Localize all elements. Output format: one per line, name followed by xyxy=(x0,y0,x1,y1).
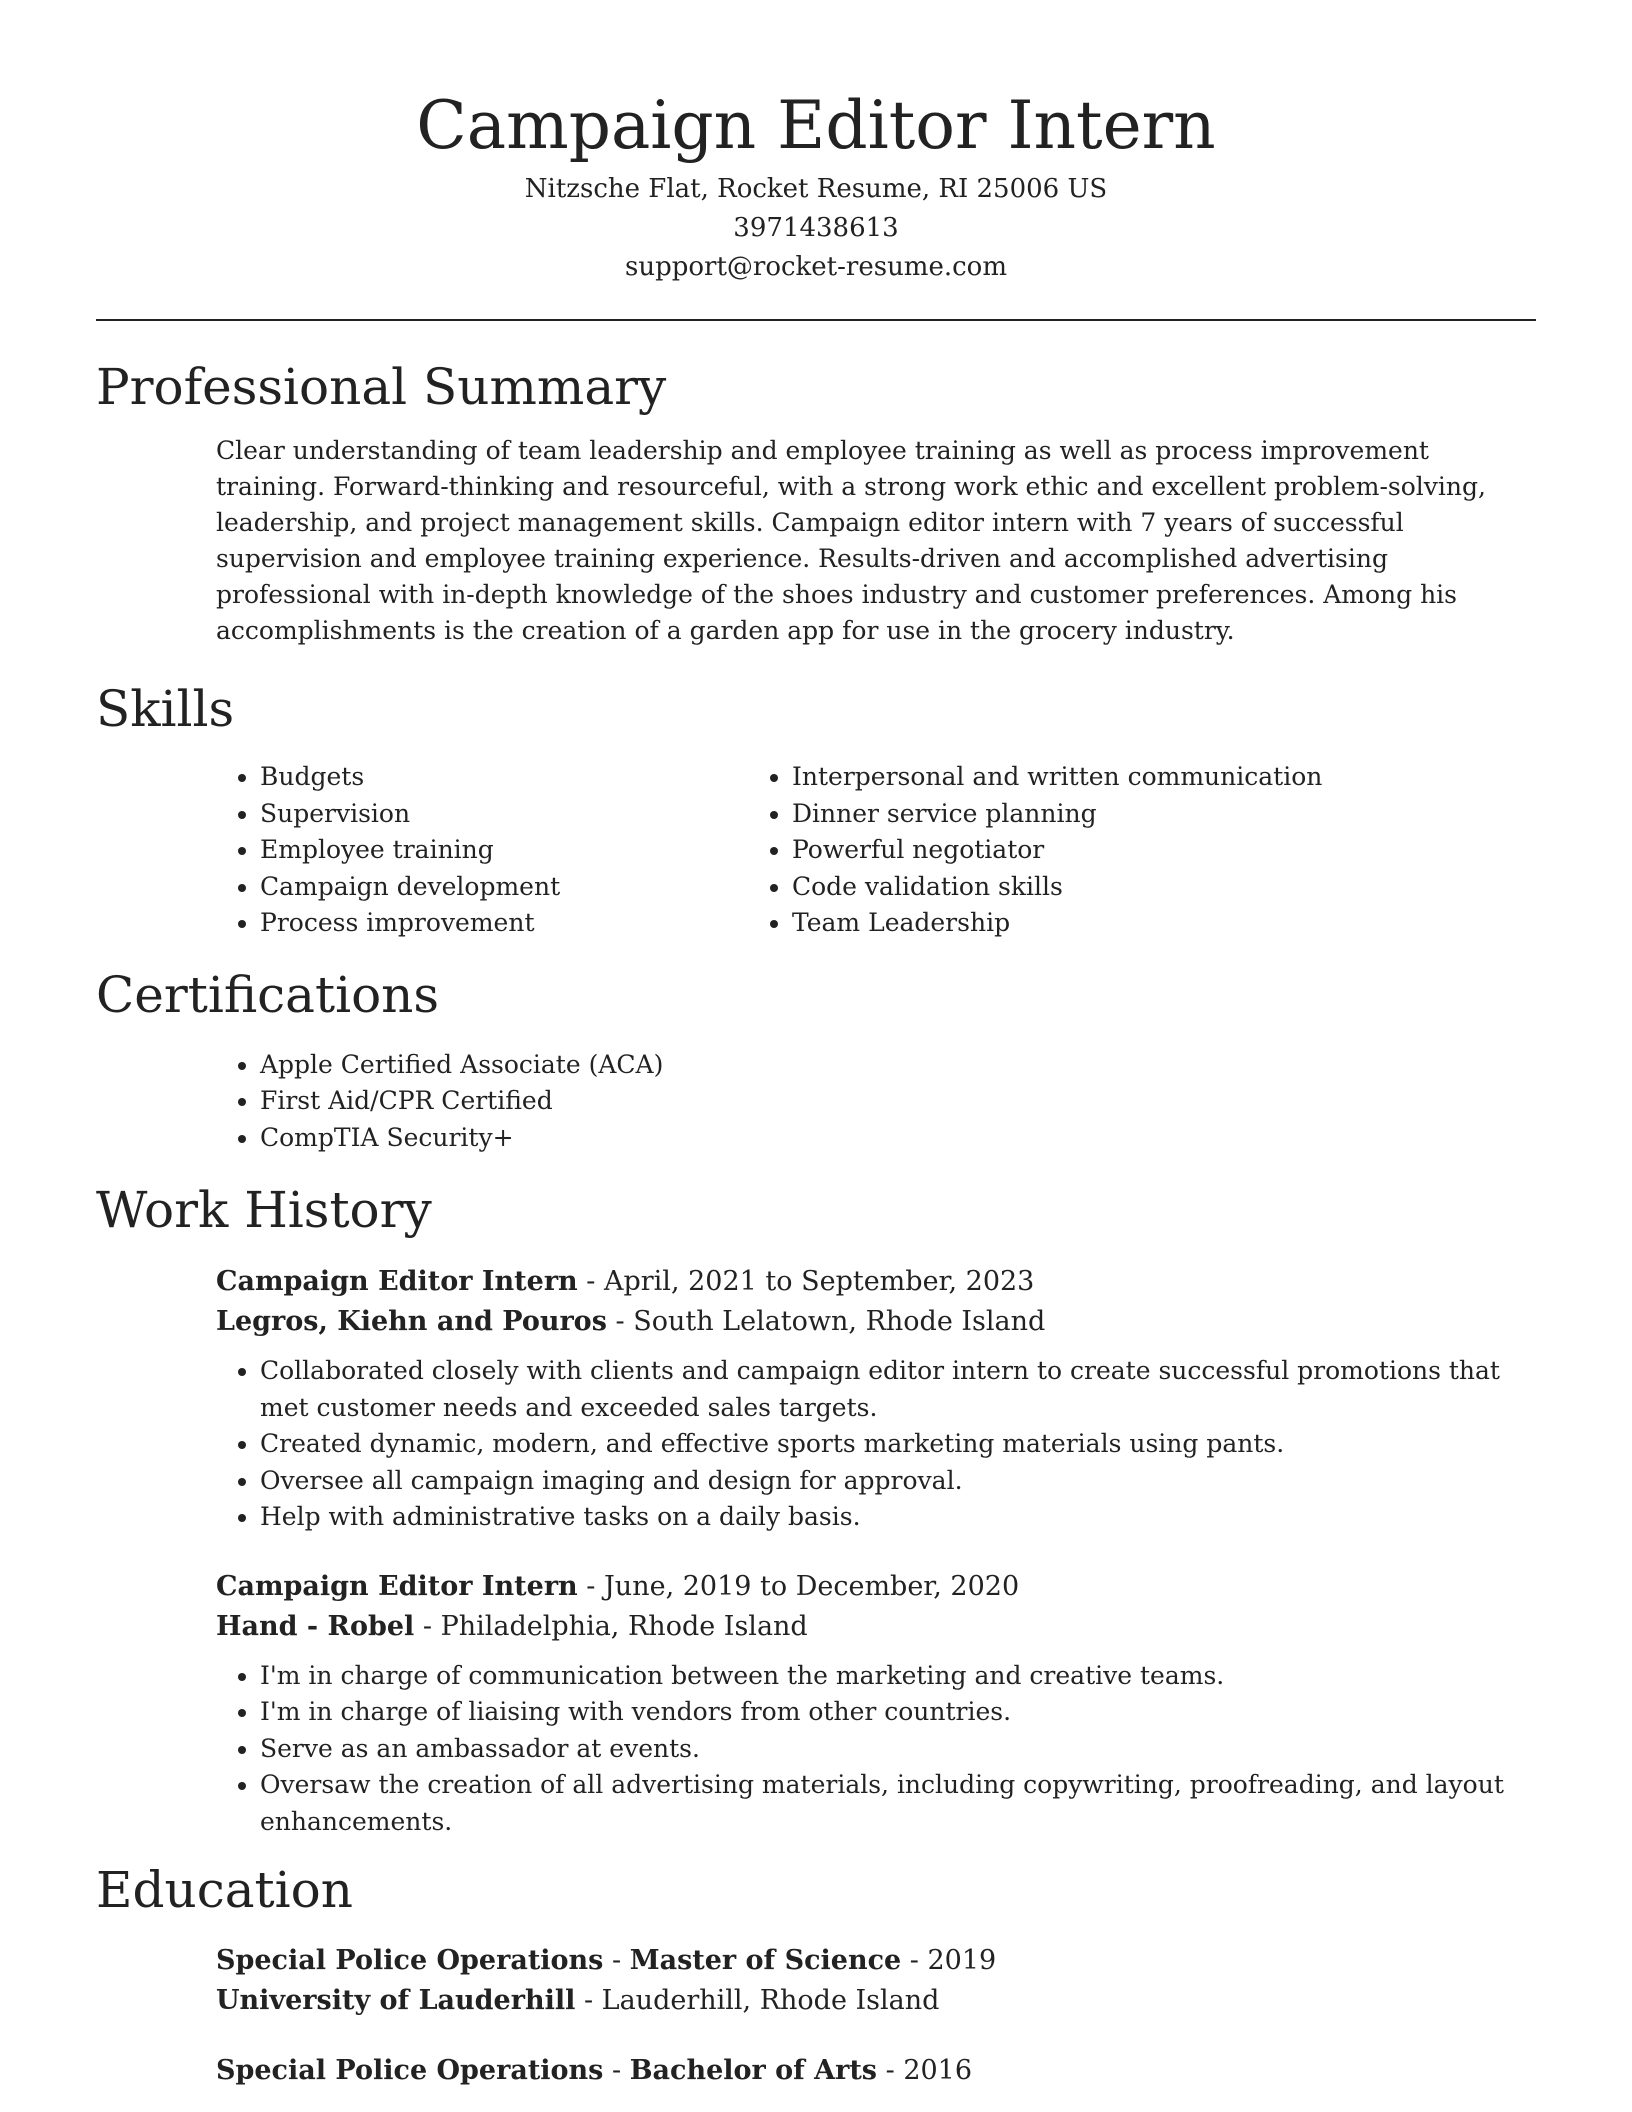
resume-header xyxy=(96,0,1536,287)
education-location: Lauderhill, Rhode Island xyxy=(601,1985,940,2016)
job-entry xyxy=(216,1262,1536,1536)
certifications-list xyxy=(96,1047,1536,1157)
separator: - xyxy=(606,1306,634,1337)
separator: - xyxy=(603,2055,630,2086)
work-history-title: Work History xyxy=(96,1181,432,1239)
certifications-section xyxy=(96,962,1536,1157)
list-item: • CompTIA Security+ xyxy=(260,1120,1536,1157)
education-entry xyxy=(216,2051,1536,2091)
list-item: • Apple Certified Associate (ACA) xyxy=(260,1047,1536,1084)
education-year: 2019 xyxy=(927,1945,997,1976)
separator: - xyxy=(577,1570,604,1602)
education-entry xyxy=(216,1941,1536,2021)
list-item: • Team Leadership xyxy=(792,905,1322,942)
list-item: • Interpersonal and written communication xyxy=(792,759,1322,796)
list-item: • Serve as an ambassador at events. xyxy=(260,1731,1536,1768)
list-item: • Created dynamic, modern, and effective sports marketing materials using pants. xyxy=(260,1426,1536,1463)
job-role-line xyxy=(216,1262,1536,1302)
education-school-line xyxy=(216,1981,1536,2021)
job-company: Legros, Kiehn and Pouros xyxy=(216,1306,607,1337)
candidate-name: Campaign Editor Intern xyxy=(416,87,1216,164)
job-bullets xyxy=(216,1658,1536,1841)
education-degree-line xyxy=(216,1941,1536,1981)
education-degree: Bachelor of Arts xyxy=(629,2055,878,2086)
separator: - xyxy=(901,1945,928,1976)
list-item: • Code validation skills xyxy=(792,869,1322,906)
education-title: Education xyxy=(96,1861,353,1919)
separator: - xyxy=(577,1266,604,1297)
list-item: • Employee training xyxy=(260,832,746,869)
separator: - xyxy=(877,2055,904,2086)
job-dates: June, 2019 to December, 2020 xyxy=(603,1570,1020,1602)
education-field: Special Police Operations xyxy=(216,2055,604,2086)
education-degree: Master of Science xyxy=(629,1945,902,1976)
list-item: • Collaborated closely with clients and campaign editor intern to create successful promotions that met customer needs and exceeded sales targets. xyxy=(260,1353,1536,1426)
list-item: • Campaign development xyxy=(260,869,746,906)
job-company-line xyxy=(216,1607,1536,1647)
summary-title: Professional Summary xyxy=(96,358,667,416)
skills-columns xyxy=(96,759,1536,942)
contact-email: support@rocket-resume.com xyxy=(624,252,1007,282)
skills-right-list xyxy=(746,759,1322,942)
list-item: • Powerful negotiator xyxy=(792,832,1322,869)
list-item: • Oversee all campaign imaging and design for approval. xyxy=(260,1463,1536,1500)
certifications-title: Certifications xyxy=(96,965,440,1024)
job-bullets xyxy=(216,1353,1536,1536)
summary-section xyxy=(96,354,1536,649)
education-field: Special Police Operations xyxy=(216,1945,604,1976)
summary-text: Clear understanding of team leadership and employee training as well as process improvement training. Forward-thinking and resourceful, with a strong work ethic and excellent problem-solving, leadership, and project management skills. Campaign editor intern with 7 years of successful supervision and employee training experience. Results-driven and accomplished advertising professional with in-depth knowledge of the shoes industry and customer preferences. Among his accomplishments is the creation of a garden app for use in the grocery industry. xyxy=(216,436,1486,645)
job-location: Philadelphia, Rhode Island xyxy=(440,1610,808,1642)
separator: - xyxy=(575,1985,602,2016)
education-degree-line xyxy=(216,2051,1536,2091)
header-divider xyxy=(96,319,1536,321)
contact-address: Nitzsche Flat, Rocket Resume, RI 25006 US xyxy=(524,174,1108,204)
job-location: South Lelatown, Rhode Island xyxy=(633,1306,1046,1337)
separator: - xyxy=(414,1610,441,1642)
skills-left-list xyxy=(96,759,746,942)
education-school: University of Lauderhill xyxy=(216,1985,576,2016)
job-role: Campaign Editor Intern xyxy=(216,1570,578,1602)
skills-section xyxy=(96,676,1536,942)
job-entry xyxy=(216,1567,1536,1841)
job-role-line xyxy=(216,1567,1536,1607)
separator: - xyxy=(603,1945,630,1976)
list-item: • I'm in charge of liaising with vendors from other countries. xyxy=(260,1694,1536,1731)
list-item: • Oversaw the creation of all advertising materials, including copywriting, proofreading, and layout enhancements. xyxy=(260,1767,1536,1840)
list-item: • Dinner service planning xyxy=(792,796,1322,833)
contact-phone: 3971438613 xyxy=(733,213,899,243)
education-section xyxy=(96,1857,1536,2091)
work-history-section xyxy=(96,1177,1536,1840)
job-company-line xyxy=(216,1302,1536,1342)
list-item: • I'm in charge of communication between the marketing and creative teams. xyxy=(260,1658,1536,1695)
education-year: 2016 xyxy=(903,2055,973,2086)
job-role: Campaign Editor Intern xyxy=(216,1266,578,1297)
list-item: • Process improvement xyxy=(260,905,746,942)
list-item: • Budgets xyxy=(260,759,746,796)
job-dates: April, 2021 to September, 2023 xyxy=(603,1266,1035,1297)
skills-title: Skills xyxy=(96,680,235,738)
list-item: • First Aid/CPR Certified xyxy=(260,1083,1536,1120)
job-company: Hand - Robel xyxy=(216,1610,415,1642)
list-item: • Help with administrative tasks on a daily basis. xyxy=(260,1499,1536,1536)
list-item: • Supervision xyxy=(260,796,746,833)
